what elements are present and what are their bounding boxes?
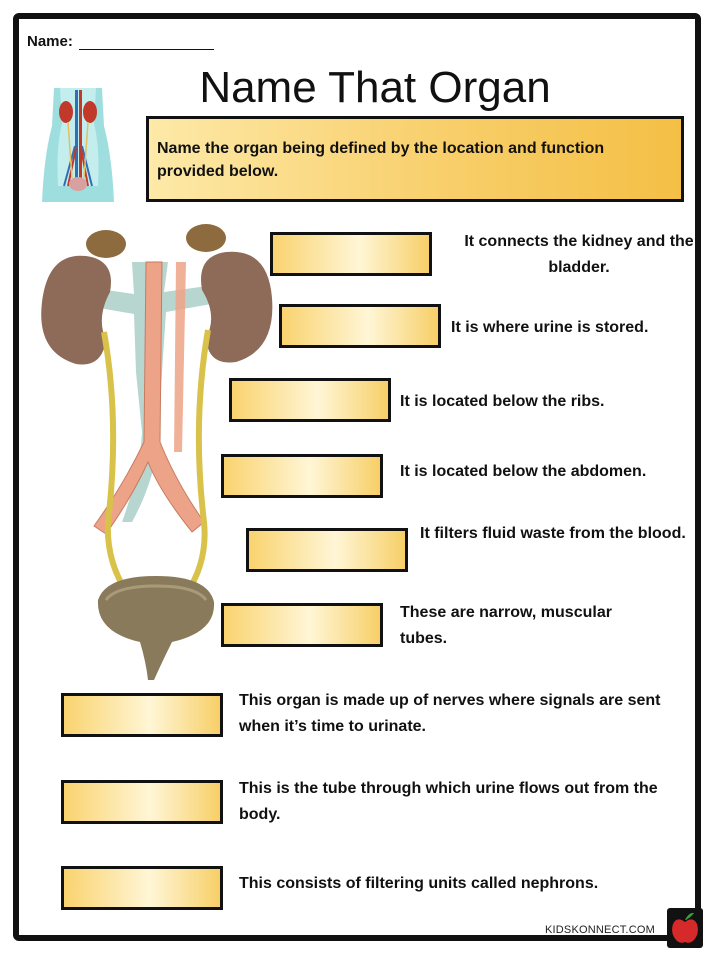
page-title: Name That Organ [199,63,551,112]
name-label: Name: [27,33,73,50]
answer-box-8[interactable] [61,780,223,824]
clue-text-7: This organ is made up of nerves where signals are sent when it’s time to urinate. [239,692,661,735]
name-field [27,33,214,50]
body-thumbnail-illustration [40,86,116,204]
apple-icon [667,908,703,948]
answer-box-5[interactable] [246,528,408,572]
clue-text-9: This consists of filtering units called nephrons. [239,875,599,892]
answer-box-9[interactable] [61,866,223,910]
clue-text-2: It is where urine is stored. [451,319,649,336]
answer-box-2[interactable] [279,304,441,348]
clue-text-5: It filters fluid waste from the blood. [420,525,686,542]
clue-text-8: This is the tube through which urine flows out from the body. [239,780,658,823]
answer-box-4[interactable] [221,454,383,498]
name-line[interactable] [79,35,214,50]
clue-text-1: It connects the kidney and the bladder. [464,233,694,276]
answer-box-1[interactable] [270,232,432,276]
instructions-box: Name the organ being defined by the location and function provided below. [146,116,684,202]
answer-box-3[interactable] [229,378,391,422]
logo-badge [667,908,703,948]
answer-box-7[interactable] [61,693,223,737]
clue-text-4: It is located below the abdomen. [400,463,647,480]
answer-box-6[interactable] [221,603,383,647]
clue-text-3: It is located below the ribs. [400,393,605,410]
brand-footer: KIDSKONNECT.COM [545,924,655,936]
clue-text-6: These are narrow, muscular tubes. [400,604,612,647]
